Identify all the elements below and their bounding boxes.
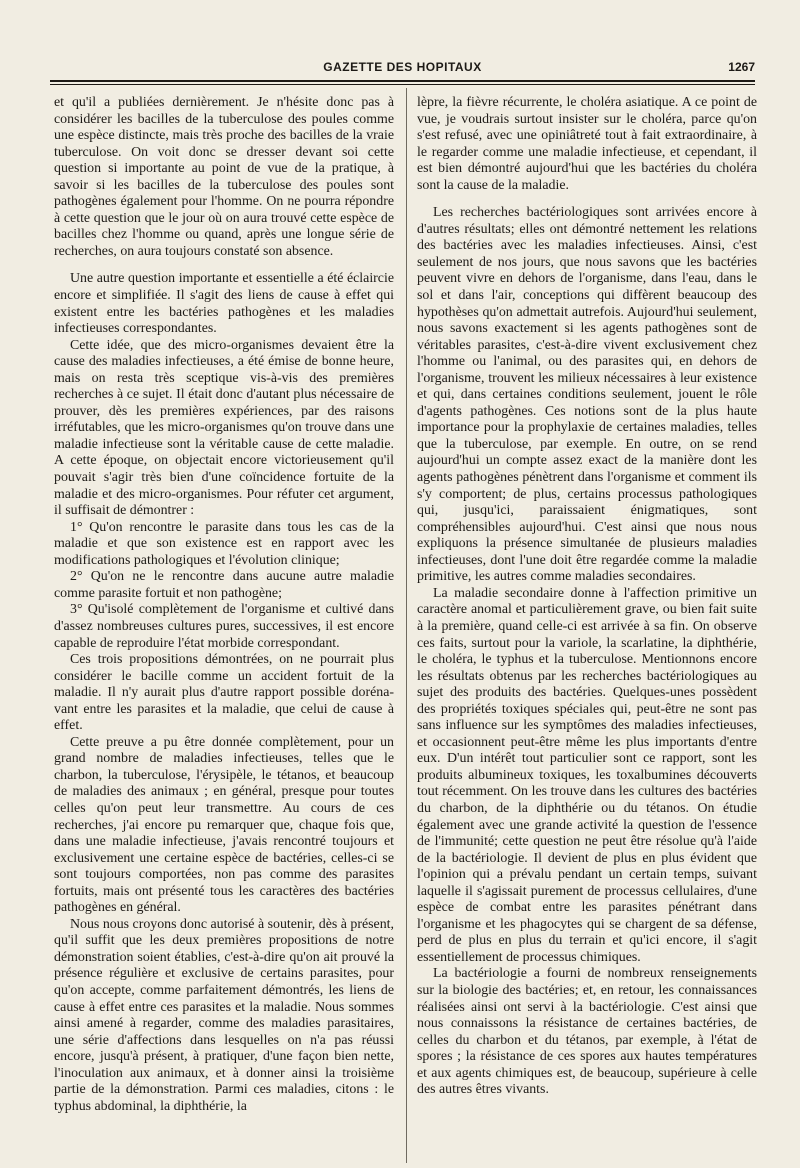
paragraph: Nous nous croyons donc autorisé à soutenir, dès à présent, qu'il suffit que les deux premières propositions de notre démonstration soient établies, c'est-à-dire qu'on ait prouvé la présence régulière et exclusive de certains parasites, pour qu'on accepte, comme parfaitement démontrés, les liens de cause à effet entre ces parasites et la maladie. Nous sommes ainsi amené à regarder, comme des maladies parasitaires, une série d'affections dans lesquelles on n'a pas réussi encore, jusqu'à présent, à pratiquer, d'une façon bien nette, l'inoculation aux animaux, et à donner ainsi la troisième partie de la démonstration. Parmi ces maladies, citons : le typhus abdominal, la diphthérie, la [54, 916, 394, 1114]
header-rule-thin [50, 84, 755, 85]
paragraph: Les recherches bactériologiques sont arrivées encore à d'autres résultats; elles ont démontré nettement les relations des bactéries avec les maladies infectieuses. Ainsi, c'est seulement de nos jours, que nous savons que les bactéries peuvent vivre en dehors de l'organisme, dans l'eau, dans le sol et dans l'air, conceptions qui diffèrent beaucoup des hypothèses qu'on admettait autrefois. Aujourd'hui seulement, nous savons exactement si les agents pathogènes sont de véritables parasites, c'est-à-dire vivent exclusivement chez l'homme ou l'animal, ou des parasites qui, en dehors de l'organisme, trouvent les milieux nécessaires à leur existence et qui, dans certaines conditions seulement, jouent le rôle d'agents pathogènes. Ces notions sont de la plus haute importance pour la prophylaxie de certaines maladies, telles que la tuberculose, par exemple. En outre, on se rend aujourd'hui un compte assez exact de la manière dont les agents pathogènes pénètrent dans l'organisme et comment ils s'y comportent; de plus, certains processus pathologiques qui, jusqu'ici, paraissaient énigmatiques, sont compréhensibles aujourd'hui. C'est ainsi que nous nous expliquons la présence simultanée de plusieurs maladies infectieuses, dont l'une doit être regardée comme la maladie primitive, les autres comme maladies secondaires. [417, 205, 757, 585]
page-header [50, 60, 755, 80]
journal-title: GAZETTE DES HOPITAUX [323, 60, 482, 74]
paragraph: Ces trois propositions démontrées, on ne pourrait plus considérer le bacille comme un accident fortuit de la maladie. Il n'y aurait plus d'autre rapport possible doréna-vant entre les parasites et la maladie, que celui de cause à effet. [54, 652, 394, 734]
paragraph: Une autre question importante et essentielle a été éclaircie encore et simplifiée. Il s'agit des liens de cause à effet qui existent entre les bactéries pathogènes et les maladies infectieuses correspondantes. [54, 271, 394, 337]
header-rule [50, 80, 755, 82]
paragraph: Cette preuve a pu être donnée complètement, pour un grand nombre de maladies infectieuses, telles que le charbon, la tuberculose, l'érysipèle, le tétanos, et beaucoup de maladies des animaux ; en général, presque pour toutes celles qu'on peut leur transmettre. Au cours de ces recherches, j'ai encore pu remarquer que, chaque fois que, dans une maladie infectieuse, j'avais rencontré toujours et exclusivement une certaine espèce de bactéries, celles-ci se sont toujours comportées, non pas comme des parasites fortuits, mais ont présenté tous les caractères des bactéries pathogènes en général. [54, 734, 394, 916]
left-column [54, 95, 394, 1115]
paragraph: 2° Qu'on ne le rencontre dans aucune autre maladie comme parasite fortuit et non pathogène; [54, 569, 394, 601]
paragraph: La bactériologie a fourni de nombreux renseignements sur la biologie des bactéries; et, en retour, les connaissances réalisées ainsi ont servi à la bactériologie. C'est ainsi que nous connaissons la résistance de certaines bactéries, de celles du charbon et du tétanos, par exemple, à l'état de spores ; la résistance de ces spores aux hautes températures et aux agents chimiques est, de beaucoup, supérieure à celle des autres êtres vivants. [417, 966, 757, 1098]
paragraph: 1° Qu'on rencontre le parasite dans tous les cas de la maladie et que son existence est en rapport avec les modifications pathologiques et l'évolution clinique; [54, 519, 394, 568]
paragraph: La maladie secondaire donne à l'affection primitive un caractère anomal et particulièrement grave, ou bien fait suite à la première, quand celle-ci est arrivée à sa fin. On observe ces faits, surtout pour la variole, la scarlatine, la diphthérie, le choléra, le typhus et la tuberculose. Mentionnons encore les résultats obtenus par les recherches bactériologiques au sujet des produits des bactéries. Quelques-unes possèdent des propriétés toxiques spéciales qui, peut-être ne sont pas sans influence sur les symptômes des maladies infectieuses, et occasionnent peut-être même les plus importants d'entre eux. D'un intérêt tout particulier sont ce rapport, sont les produits albumineux toxiques, les toxalbumines découverts tout récemment. On les trouve dans les cultures des bactéries du charbon, de la diphthérie ou du tétanos. On étudie également avec une grande activité la question de l'essence de l'immunité; cette question ne peut être résolue qu'à l'aide de la bactériologie. Il devient de plus en plus évident que l'opinion qui a prévalu pendant un certain temps, suivant laquelle il s'agissait purement de processus cellulaires, d'une espèce de combat entre les parasites pénétrant dans l'organisme et les phagocytes qui se chargent de sa défense, perd de plus en plus du terrain et qu'ici encore, il s'agit essentiellement de processus chimiques. [417, 585, 757, 965]
paragraph: lèpre, la fièvre récurrente, le choléra asiatique. A ce point de vue, je voudrais surtout insister sur le choléra, parce qu'on s'est refusé, avec une opiniâtreté tout à fait extraordinaire, à le regarder comme une maladie infectieuse, et cependant, il est bien démontré aujourd'hui que les bactéries du choléra sont la cause de la maladie. [417, 95, 757, 193]
paragraph: Cette idée, que des micro-organismes devaient être la cause des maladies infectieuses, a été émise de bonne heure, mais on resta très sceptique vis-à-vis des premières recherches à ce sujet. Il était donc d'autant plus nécessaire de prouver, dès les premières expériences, par des raisons irréfutables, que les micro-organismes qu'on trouve dans une maladie infectieuse sont la véritable cause de cette maladie. A cette époque, on objectait encore victorieusement qu'il pouvait s'agir très bien d'une coïncidence fortuite de la maladie et des micro-organismes. Pour réfuter cet argument, il suffisait de démontrer : [54, 337, 394, 519]
page-number: 1267 [728, 60, 755, 74]
right-column [417, 95, 757, 1099]
column-divider [406, 88, 407, 1163]
paragraph: et qu'il a publiées dernièrement. Je n'hésite donc pas à considérer les bacilles de la tuberculose des poules comme une espèce distincte, mais très proche des bacilles de la vraie tuberculose. On voit donc se dresser devant soi cette question si importante au point de vue de la pratique, à savoir si les bacilles de la tuberculose des poules sont pathogènes également pour l'homme. On ne pourra répondre à cette question que le jour où on aura trouvé cette espèce de bacilles chez l'homme ou quand, après une longue série de recherches, on aura toujours constaté son absence. [54, 95, 394, 259]
paragraph: 3° Qu'isolé complètement de l'organisme et cultivé dans d'assez nombreuses cultures pures, successives, il est encore capable de reproduire l'état morbide correspondant. [54, 602, 394, 651]
